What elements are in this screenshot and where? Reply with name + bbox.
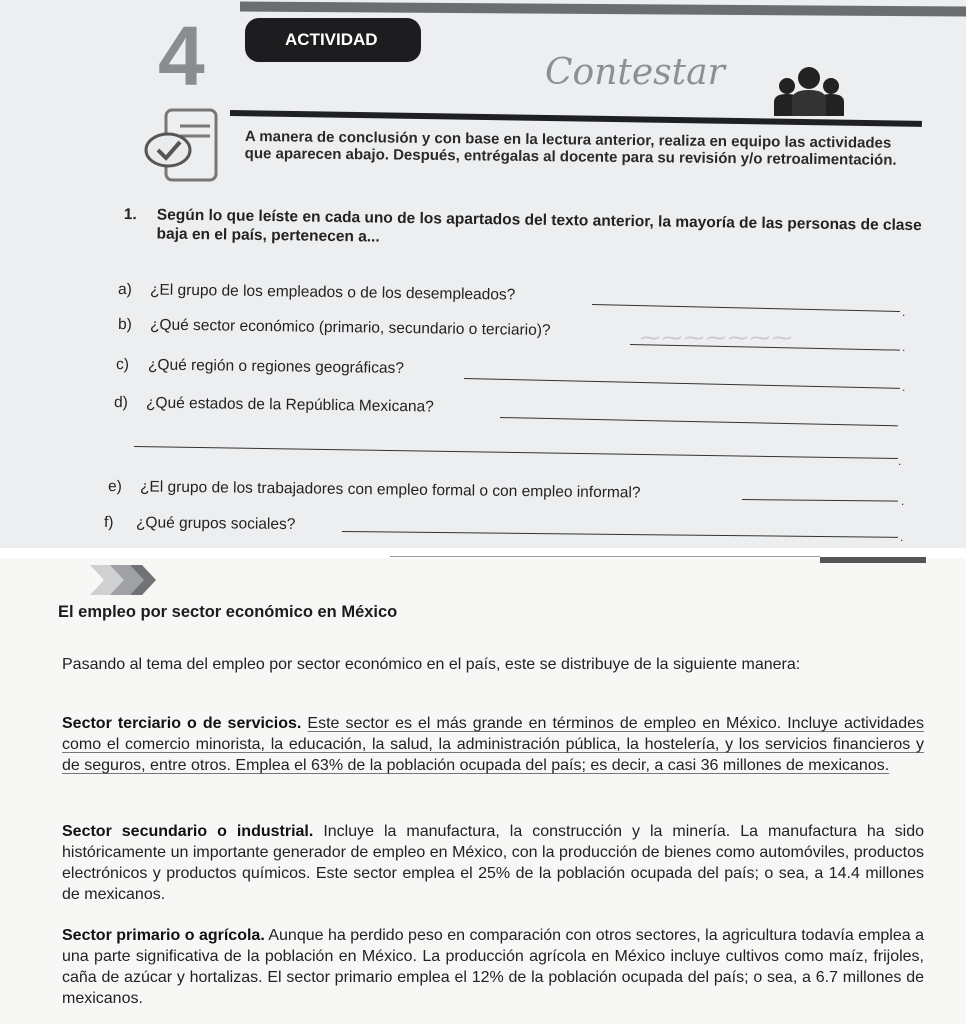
item-letter: f)	[103, 514, 114, 532]
secondary-sector-paragraph	[62, 821, 924, 905]
item-text: ¿Qué sector económico (primario, secundario o terciario)?	[149, 316, 551, 340]
intro-paragraph: Pasando al tema del empleo por sector económico en el país, este se distribuye de la siguiente manera:	[62, 656, 801, 673]
item-text: ¿El grupo de los empleados o de los desempleados?	[149, 281, 516, 304]
item-letter: d)	[113, 394, 128, 412]
item-letter: c)	[115, 356, 130, 374]
secondary-heading: Sector secundario o industrial.	[62, 823, 314, 840]
tertiary-sector-paragraph	[62, 713, 924, 776]
item-letter: a)	[117, 281, 132, 299]
primary-text: Aunque ha perdido peso en comparación con otros sectores, la agricultura todavía emplea a una parte significativa de la población en México. La producción agrícola en México incluye cultivos como maíz, frijoles, caña de azúcar y hortalizas. El sector primario emplea el 12% de la población ocupada del país; o sea, a 6.7 millones de mexicanos.	[62, 927, 925, 1007]
item-letter: b)	[117, 316, 132, 334]
section-title: El empleo por sector económico en México	[58, 603, 398, 621]
primary-sector-paragraph	[62, 925, 924, 1009]
erased-handwriting: ⁓⁓⁓⁓⁓⁓⁓	[640, 325, 794, 349]
page-corner-stripe	[820, 557, 926, 563]
question-text: Según lo que leíste en cada uno de los apartados del texto anterior, la mayoría de las personas de clase baja en el país, pertenecen a...	[156, 206, 922, 246]
answer-period-b: .	[902, 340, 906, 354]
answer-period-d: .	[898, 454, 902, 468]
answer-period-f: .	[900, 530, 904, 544]
chevron-right-icon	[90, 563, 160, 597]
answer-period-a: .	[902, 305, 906, 319]
activity-badge: ACTIVIDAD	[245, 18, 421, 62]
secondary-text: Incluye la manufactura, la construcción y la minería. La manufactura ha sido históricamente un importante generador de empleo en México, con la producción de bienes como automóviles, productos electrónicos y productos químicos. Este sector emplea el 25% de la población ocupada del país; o sea, a 14.4 millones de mexicanos.	[62, 823, 925, 903]
question-number: 1.	[123, 205, 137, 224]
item-letter: e)	[107, 478, 122, 496]
page-edge-line	[390, 556, 820, 557]
item-text: ¿Qué grupos sociales?	[135, 514, 296, 534]
tertiary-heading: Sector terciario o de servicios.	[62, 715, 302, 732]
checklist-icon	[140, 106, 220, 186]
tertiary-text: Este sector es el más grande en términos de empleo en México. Incluye actividades como el comercio minorista, la educación, la salud, la administración pública, la hostelería, y los servicios financieros y de seguros, entre otros. Emplea el 63% de la población ocupada del país; es decir, a casi 36 millones de mexicanos.	[62, 715, 924, 774]
instructions-text: A manera de conclusión y con base en la lectura anterior, realiza en equipo las actividades que aparecen abajo. Después, entrégalas al docente para su revisión y/o retroalimentación.	[244, 128, 897, 169]
answer-period-c: .	[902, 380, 906, 394]
item-text: ¿Qué región o regiones geográficas?	[147, 356, 405, 378]
item-text: ¿El grupo de los trabajadores con empleo formal o con empleo informal?	[139, 478, 641, 502]
item-text: ¿Qué estados de la República Mexicana?	[145, 394, 434, 416]
primary-heading: Sector primario o agrícola.	[62, 927, 265, 944]
answer-period-e: .	[901, 494, 905, 508]
handwritten-note: Contestar	[545, 52, 725, 93]
team-icon	[770, 66, 848, 116]
activity-number: 4	[158, 9, 205, 103]
question-item-f	[104, 514, 296, 534]
